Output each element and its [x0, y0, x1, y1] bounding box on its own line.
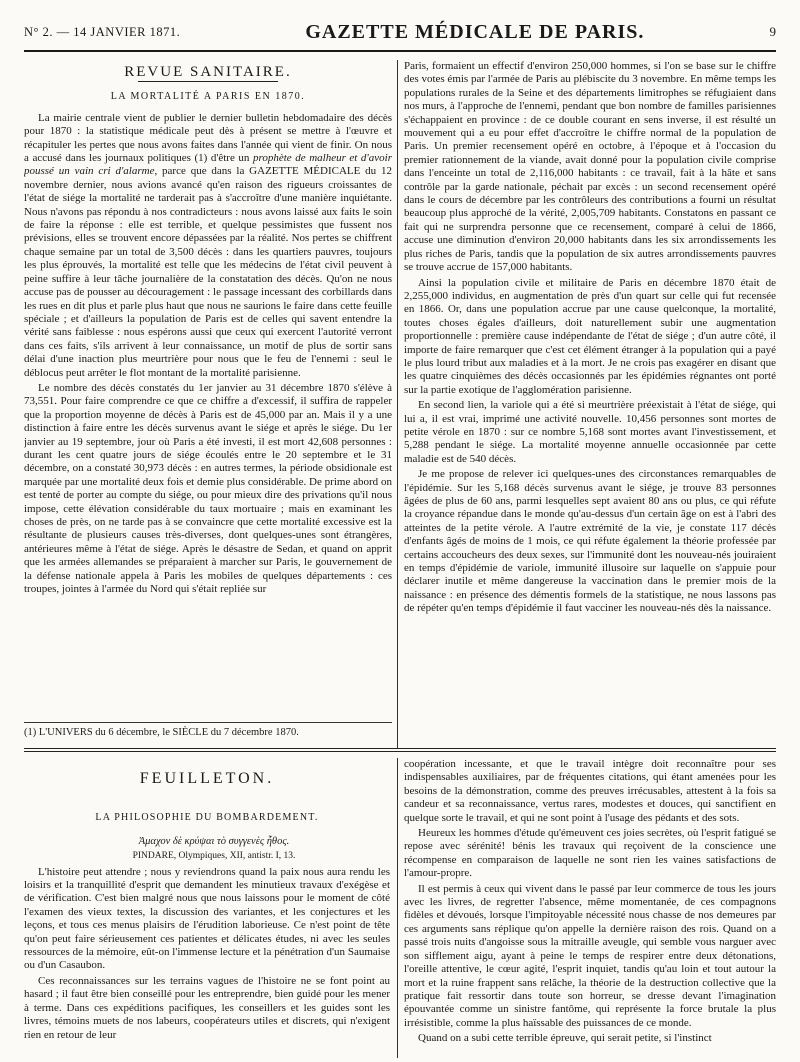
page-number: 9	[769, 24, 776, 39]
revue-title: REVUE SANITAIRE.	[124, 64, 292, 80]
epigraph-source: PINDARE, Olympiques, XII, antistr. I, 13.	[132, 851, 296, 862]
feuilleton-paragraph-5: Il est permis à ceux qui vivent dans le passé par leur commerce de tous les jours avec les livres, de regretter l'absence, même momentanée, de ces compagnons fidèles et dévoués, lorsque l'impitoyable nécessité nous chasse de nos demeures par ces arguments sans réplique qu'on appelle la dernière raison des rois. Quand on a passé trois nuits d'angoisse sous la mitraille aveugle, qui semble vous narguer avec son sifflement aigu, ayant à peine le temps de respirer entre deux détonations, l'oreille attentive, le cœur agité, l'esprit inquiet, tandis qu'au loin et tout autour la mort et la ruine frappent sans relâche, la théorie de la destruction collective que la pratique fait ressortir dans toute son horreur, se dresse devant l'imagination épouvantée comme un sinistre fantôme, qui représente la force brutale la plus irrésistible, comme la plus haïssable des puissances de ce monde.	[404, 882, 776, 1029]
revue-paragraph-1: La mairie centrale vient de publier le dernier bulletin hebdomadaire des décès pour 1870 : la statistique médicale peut dès à présent se mettre à l'œuvre et récapituler les pertes que nous avons faites dans l'année qui vient de finir. On nous a accusé dans les journaux politiques (1) d'être un prophète de malheur et d'avoir poussé un vain cri d'alarme, parce que dans la GAZETTE MÉDICALE du 12 novembre dernier, nous avions avancé qu'en raison des rigueurs croissantes de l'état de siége la mortalité ne tarderait pas à s'accroître d'une manière inquiétante. Nous n'avons pas répondu à nos contradicteurs : nous avons laissé aux faits le soin de faire la réponse : elle est terrible, et quelque pessimistes que fussent nos prévisions, elles se trouvent encore dépassées par la réalité. Nos pertes se chiffrent chaque semaine par un total de 3,500 décès : dans les quartiers pauvres, toujours les plus éprouvés, la mortalité est telle que les médecins de l'état civil peuvent à peine suffire à leur tâche journalière de la constatation des décès. Qu'on ne nous accuse pas de pousser au découragement : le passage incessant des corbillards dans les rues en dit plus et parle plus haut que nous ne saurions le faire dans cette feuille spéciale ; et d'ailleurs la population de Paris est de celles qui savent entendre la vérité sans faiblesse : nous espérons aussi que ceux qui exercent l'autorité verront dans ces faits, s'ils arrivent à leur connaissance, un motif de plus de sortir sans délai d'une inaction plus meurtrière pour nous que le feu de l'ennemi : seul le déblocus peut arrêter le flot montant de la mortalité parisienne.	[24, 111, 392, 379]
revue-column-right	[404, 60, 776, 748]
column-divider	[397, 60, 398, 748]
section-separator	[24, 751, 776, 752]
revue-paragraph-4: Ainsi la population civile et militaire de Paris en décembre 1870 était de 2,255,000 individus, en augmentation de près d'un quart sur celle qui fut recensée en 1866. Or, dans une population accrue par une cause quelconque, la mortalité, toutes choses égales d'ailleurs, doit naturellement subir une augmentation proportionnelle : première cause indépendante de l'état de siége ; d'un autre côté, il importe de faire remarquer que c'est cet élément étranger à la population qui a payé le plus lourd tribut aux maladies et à la mort. Je ne crois pas exagérer en disant que les quatre cinquièmes des décès occasionnés par les épidémies régnantes ont porté sur la partie exotique de l'agglomération parisienne.	[404, 276, 776, 396]
newspaper-title: GAZETTE MÉDICALE DE PARIS.	[305, 20, 645, 43]
title-rule	[138, 81, 278, 82]
epigraph: Ἀμαχον δὲ κρύψαι τὸ συγγενὲς ἦθος.	[138, 835, 290, 847]
feuilleton-paragraph-6: Quand on a subi cette terrible épreuve, qui serait petite, si l'instinct	[418, 1032, 712, 1045]
revue-subtitle: LA MORTALITÉ A PARIS EN 1870.	[110, 91, 306, 103]
revue-column-left	[24, 60, 392, 716]
masthead	[24, 14, 776, 52]
feuilleton-paragraph-4: Heureux les hommes d'étude qu'émeuvent ces joies secrètes, où l'esprit fatigué se repose avec sérénité! bénis les travaux qui reçoivent de la conscience une récompense en comparaison de laquelle ne sont rien les vaines satisfactions de l'amour-propre.	[404, 827, 776, 880]
column-divider	[397, 758, 398, 1058]
revue-paragraph-3: Paris, formaient un effectif d'environ 250,000 hommes, si l'on se base sur le chiffre des votes émis par l'armée de Paris au plébiscite du 3 novembre. En même temps les populations rurales de la Seine et des départements limitrophes se réfugiaient dans nos murs, à l'approche de l'ennemi, pendant que bon nombre de familles parisiennes s'échappaient en province : de ce double courant en sens inverse, il est résulté un mouvement qui a eu pour effet d'accroître le chiffre normal de la population de Paris. Un premier recensement opéré en octobre, à l'époque et à l'occasion du premier rationnement de la viande, avait donné pour la population civile comprise dans l'enceinte un total de 2,116,000 habitants : ce travail, fait à la hâte et sans contrôle par la garde nationale, péchait par excès : un second recensement opéré dans le cours de décembre par les contrôleurs des contributions a fourni un résultat beaucoup plus approché de la vérité, 2,005,709 habitants. Constatons en passant ce fait qui ne surprendra personne que ce recensement, comparé à celui de 1866, accuse une diminution d'environ 20,000 habitants dans les six arrondissements les plus riches de Paris, tandis que la population de six autres arrondissements pauvres se trouve accrue de 157,000 habitants.	[404, 60, 776, 274]
footnote: (1) L'UNIVERS du 6 décembre, le SIÈCLE du 7 décembre 1870.	[24, 722, 392, 738]
feuilleton-subtitle: LA PHILOSOPHIE DU BOMBARDEMENT.	[95, 812, 319, 824]
revue-paragraph-5: En second lien, la variole qui a été si meurtrière préexistait à l'état de siége, qui lui a, il est vrai, imprimé une activité nouvelle. 10,456 personnes sont mortes de petite vérole en 1870 : sur ce nombre 5,168 sont mortes avant l'investissement, et 5,288 pendant le siége. La mortalité moyenne annuelle occasionnée par cette maladie est de 540 décès.	[404, 399, 776, 465]
feuilleton-paragraph-3: coopération incessante, et que le travail intègre doit reconnaître pour ses indispensables auxiliaires, par de fréquentes citations, qui étant amenées pour les besoins de la démonstration, comme des preuves irrécusables, attestent à la fois sa candeur et sa reconnaissance, vertus rares, modestes et douces, qui sanctifient en quelque sorte le travail, et qui ne sont point à l'usage des pédants et des sots.	[404, 758, 776, 824]
feuilleton-column-right	[404, 758, 776, 1058]
revue-paragraph-2: Le nombre des décès constatés du 1er janvier au 31 décembre 1870 s'élève à 73,551. Pour faire comprendre ce que ce chiffre a d'excessif, il suffira de rappeler que la proportion moyenne de décès à Paris est de 45,000 par an. Mais il y a une distinction à faire entre les décès survenus avant le siége et après le siége. Du 1er janvier au 19 septembre, jour où Paris a été investi, il est mort 42,608 personnes : durant les cent quatre jours de siége écoulés entre le 20 septembre et le 31 décembre, on a constaté 30,973 décès : en autres termes, la période obsidionale est marquée par une mortalité deux fois et demie plus considérable. De prime abord on est tenté de porter au compte du siége, ou pour mieux dire des privations qu'il nous impose, cette élévation considérable du taux mortuaire ; mais en examinant les choses de près, on ne tarde pas à se convaincre que cette mortalité excessive est la résultante de plusieurs causes très-diverses, dont quelques-unes sont étrangères, antérieures même à l'état de siége. Après le désastre de Sedan, et quand on apprit que les armées allemandes se préparaient à marcher sur Paris, le gouvernement de la défense nationale appela à Paris les mobiles de quelques départements : ces troupes, jointes à l'armée du Nord qui s'était repliée sur	[24, 381, 392, 596]
feuilleton-column-left	[24, 760, 390, 1056]
revue-paragraph-6: Je me propose de relever ici quelques-unes des circonstances remarquables de l'épidémie. Sur les 5,168 décès survenus avant le siége, je trouve 83 personnes âgées de plus de 60 ans, parmi lesquelles sept avaient 80 ans ou plus, ce qui réfute la croyance répandue dans le monde qu'au-dessus d'un certain âge on est à l'abri des atteintes de la petite vérole. A l'autre extrémité de la vie, je constate 117 décès d'enfants âgés de moins de 1 mois, ce qui réfute également la théorie professée par certains accoucheurs des deux sexes, sur l'immunité dont les nouveau-nés jouiraient en temps d'épidémie de variole, immunité illusoire sur laquelle on s'appuie pour déclarer inutile et même dangereuse la vaccination dans le premier mois de la naissance : en présence des démentis formels de la statistique, ne nous lassons pas de répéter qu'en temps d'épidémie il faut vacciner les nouveau-nés dès la naissance.	[404, 468, 776, 615]
feuilleton-paragraph-2: Ces reconnaissances sur les terrains vagues de l'histoire ne se font point au hasard ; il faut être bien conseillé pour les entreprendre, bien guidé pour les mener à terme. Dans ces expéditions pacifiques, les conseillers et les guides sont les livres, témoins muets de nos labeurs, coopérateurs utiles et discrets, qui n'exigent rien en retour de leur	[24, 974, 390, 1041]
feuilleton-paragraph-1: L'histoire peut attendre ; nous y reviendrons quand la paix nous aura rendu les loisirs et la tranquillité d'esprit que demandent les minutieux travaux d'exégèse et de vérification. C'est bien malgré nous que nous laissons pour le moment de côté l'examen des vieux textes, la discussion des variantes, et les conjectures et les leçons, et tous ces menus plaisirs de l'érudition laborieuse. Ce n'est point de tête qu'on peut faire sérieusement ces patientes et délicates études, ni avec les seules ressources de la mémoire, eût-on l'immense lecture et la pénétration d'un Saumaise ou d'un Casaubon.	[24, 865, 390, 972]
issue-date: N° 2. — 14 JANVIER 1871.	[24, 24, 181, 39]
feuilleton-title: FEUILLETON.	[139, 770, 275, 787]
section-separator	[24, 748, 776, 749]
